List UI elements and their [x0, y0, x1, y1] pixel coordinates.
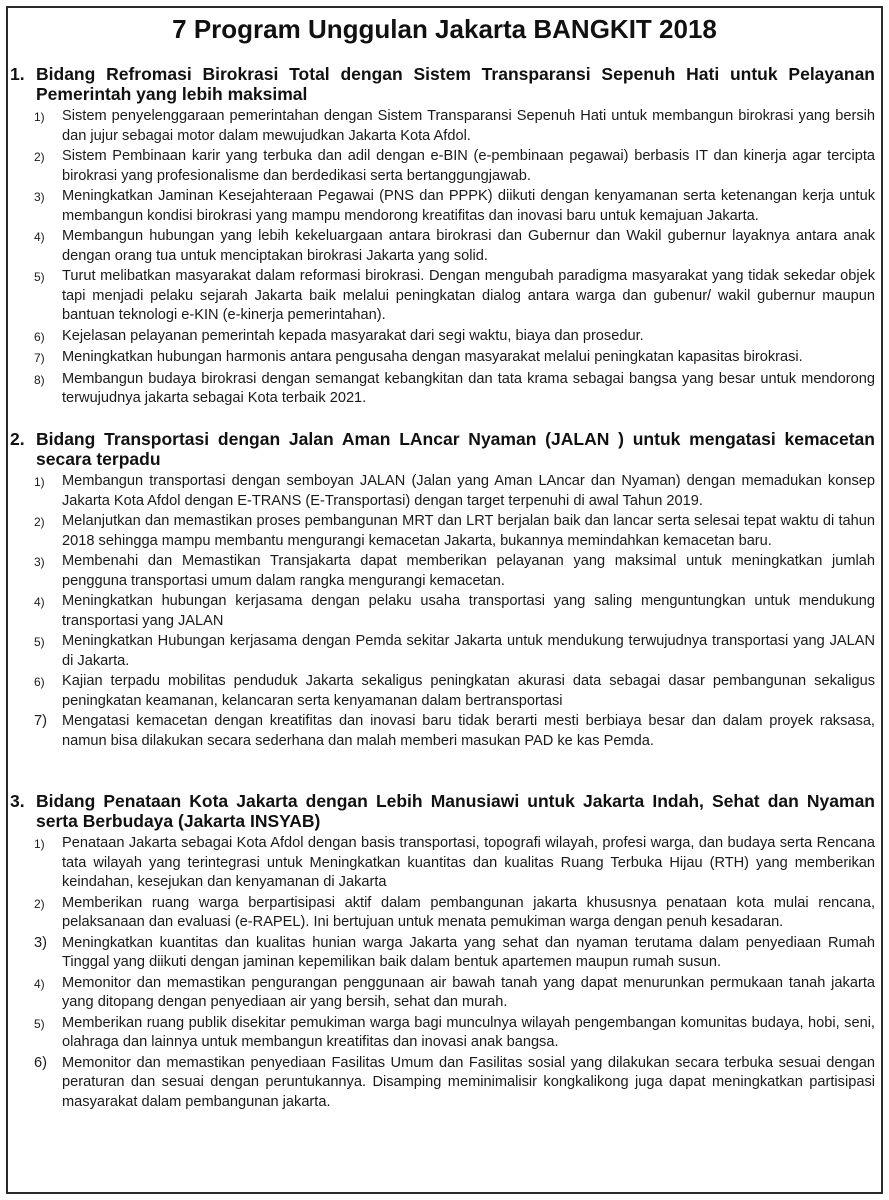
list-item — [10, 327, 875, 348]
list-item — [10, 107, 875, 146]
item-text: Meningkatkan hubungan harmonis antara pengusaha dengan masyarakat melalui peningkatan kapasitas birokrasi. — [62, 349, 803, 365]
item-number: 1) — [34, 475, 45, 489]
document-title: 7 Program Unggulan Jakarta BANGKIT 2018 — [172, 14, 717, 44]
item-text: Membenahi dan Memastikan Transjakarta dapat memberikan pelayanan yang maksimal untuk meningkatkan jumlah pengguna transportasi umum dalam rangka mengurangi kemacetan. — [62, 553, 875, 589]
item-number: 1) — [34, 837, 45, 851]
section-number: 2. — [10, 429, 25, 449]
item-text: Turut melibatkan masyarakat dalam reformasi birokrasi. Dengan mengubah paradigma masyarakat yang tidak sekedar objek tapi menjadi pelaku sejarah Jakarta baik melalui peningkatan dialog antara warga dan gubenur/ wakil gubernur maupun bantuan teknologi e-KIN (e-kinerja pemerintahan). — [62, 268, 875, 323]
section-heading — [10, 429, 875, 469]
list-item — [10, 592, 875, 631]
item-text: Membangun budaya birokrasi dengan semangat kebangkitan dan tata krama sebagai bangsa yang besar untuk mendorong terwujudnya jakarta sebagai Kota terbaik 2021. — [62, 370, 875, 406]
item-number: 1) — [34, 110, 45, 124]
list-item — [10, 712, 875, 751]
item-number: 6) — [34, 1054, 47, 1071]
item-number: 5) — [34, 270, 45, 284]
list-item — [10, 227, 875, 266]
section-3 — [10, 791, 875, 1113]
item-text: Memberikan ruang warga berpartisipasi aktif dalam pembangunan jakarta khususnya penataan kota mulai rencana, pelaksanaan dan evaluasi (e-RAPEL). Ini bertujuan untuk menata pemukiman warga dengan penuh kesadaran. — [62, 894, 875, 930]
item-number: 7) — [34, 713, 47, 729]
list-item — [10, 934, 875, 973]
item-number: 4) — [34, 595, 45, 609]
item-text: Penataan Jakarta sebagai Kota Afdol dengan basis transportasi, topografi wilayah, profesi warga, dan budaya serta Rencana tata wilayah yang terintegrasi untuk Meningkatkan kuantitas dan kualitas Ruang Terbuka Hijau (RTH) yang memberikan keindahan, kesejukan dan kenyamanan di Jakarta — [62, 835, 875, 890]
list-item — [10, 187, 875, 226]
item-list — [10, 107, 875, 409]
list-item — [10, 894, 875, 933]
item-number: 7) — [34, 351, 45, 365]
item-text: Membangun transportasi dengan semboyan JALAN (Jalan yang Aman LAncar dan Nyaman) dengan memadukan konsep Jakarta Kota Afdol dengan E-TRANS (E-Transportasi) dengan target terpenuhi di awal Tahun 2019. — [62, 473, 875, 509]
item-list — [10, 834, 875, 1112]
item-number: 2) — [34, 896, 45, 911]
item-number: 6) — [34, 329, 45, 344]
item-text: Memberikan ruang publik disekitar pemukiman warga bagi munculnya wilayah pengembangan komunitas budaya, hobi, seni, olahraga dan lainnya untuk membangun kreatifitas dan inovasi anak bangsa. — [62, 1014, 875, 1050]
item-text: Melanjutkan dan memastikan proses pembangunan MRT dan LRT berjalan baik dan lancar serta selesai tepat waktu di tahun 2018 sehingga mampu membantu mengurangi kemacetan Jakarta, bukannya memindahkan kemacetan baru. — [62, 513, 875, 549]
list-item — [10, 1054, 875, 1113]
item-number: 4) — [34, 230, 45, 244]
list-item — [10, 512, 875, 551]
item-number: 2) — [34, 515, 45, 529]
list-item — [10, 472, 875, 511]
item-number: 3) — [34, 190, 45, 204]
item-text: Meningkatkan Jaminan Kesejahteraan Pegawai (PNS dan PPPK) diikuti dengan kenyamanan serta ketenangan kerja untuk membangun kondisi birokrasi yang mampu mendorong kreatifitas dan inovasi baru untuk kemajuan Jakarta. — [62, 188, 875, 224]
section-heading — [10, 791, 875, 831]
list-item — [10, 672, 875, 711]
item-text: Sistem penyelenggaraan pemerintahan dengan Sistem Transparansi Sepenuh Hati untuk membangun birokrasi yang bersih dan jujur sebagai motor dalam mewujudkan Jakarta Kota Afdol. — [62, 108, 875, 144]
list-item — [10, 552, 875, 591]
item-text: Mengatasi kemacetan dengan kreatifitas dan inovasi baru tidak berarti mesti berbiaya besar dan dalam proyek raksasa, namun bisa dilakukan secara sederhana dan malah memberi masukan PAD ke kas Pemda. — [62, 713, 875, 749]
item-number: 3) — [34, 934, 47, 951]
item-number: 8) — [34, 372, 45, 387]
item-text: Sistem Pembinaan karir yang terbuka dan adil dengan e-BIN (e-pembinaan pegawai) berbasis IT dan kinerja agar tercipta birokrasi yang profesionalisme dan berdedikasi serta bertanggungjawab. — [62, 148, 875, 184]
item-text: Kajian terpadu mobilitas penduduk Jakarta sekaligus peningkatan akurasi data sebagai dasar pembangunan sekaligus peningkatan keamanan, kelancaran serta kenyamanan dalam bertransportasi — [62, 673, 875, 709]
section-heading — [10, 64, 875, 104]
list-item — [10, 267, 875, 326]
section-number: 3. — [10, 791, 25, 811]
list-item — [10, 370, 875, 409]
item-number: 5) — [34, 1016, 45, 1031]
section-title: Bidang Transportasi dengan Jalan Aman LAncar Nyaman (JALAN ) untuk mengatasi kemacetan secara terpadu — [36, 429, 875, 469]
list-item — [10, 632, 875, 671]
item-number: 4) — [34, 976, 45, 991]
item-text: Meningkatkan Hubungan kerjasama dengan Pemda sekitar Jakarta untuk mendukung terwujudnya transportasi yang JALAN di Jakarta. — [62, 633, 875, 669]
item-text: Membangun hubungan yang lebih kekeluargaan antara birokrasi dan Gubernur dan Wakil gubernur layaknya antara anak dengan orang tua untuk menciptakan birokrasi Jakarta yang solid. — [62, 228, 875, 264]
section-1 — [10, 64, 875, 410]
item-text: Kejelasan pelayanan pemerintah kepada masyarakat dari segi waktu, biaya dan prosedur. — [62, 327, 644, 344]
section-2 — [10, 429, 875, 752]
item-number: 5) — [34, 635, 45, 649]
item-text: Memonitor dan memastikan pengurangan penggunaan air bawah tanah yang dapat menurunkan permukaan tanah jakarta yang ditopang dengan penyediaan air yang bersih, sehat dan murah. — [62, 974, 875, 1010]
list-item — [10, 974, 875, 1013]
list-item — [10, 834, 875, 893]
item-number: 2) — [34, 150, 45, 164]
section-number: 1. — [10, 64, 25, 84]
item-number: 3) — [34, 555, 45, 569]
section-title: Bidang Refromasi Birokrasi Total dengan Sistem Transparansi Sepenuh Hati untuk Pelayanan Pemerintah yang lebih maksimal — [36, 64, 875, 104]
list-item — [10, 147, 875, 186]
item-text: Meningkatkan kuantitas dan kualitas hunian warga Jakarta yang sehat dan nyaman terutama dalam penyediaan Rumah Tinggal yang diikuti dengan jaminan kepemilikan baik dalam bentuk apartemen maupun rumah susun. — [62, 934, 875, 970]
item-list — [10, 472, 875, 751]
section-title: Bidang Penataan Kota Jakarta dengan Lebih Manusiawi untuk Jakarta Indah, Sehat dan Nyaman serta Berbudaya (Jakarta INSYAB) — [36, 791, 875, 831]
item-text: Memonitor dan memastikan penyediaan Fasilitas Umum dan Fasilitas sosial yang dilakukan secara terbuka sesuai dengan peraturan dan sesuai dengan peruntukannya. Disamping meminimalisir kongkalikong juga dapat meningkatkan partisipasi masyarakat dalam pembangunan jakarta. — [62, 1054, 875, 1110]
item-text: Meningkatkan hubungan kerjasama dengan pelaku usaha transportasi yang saling menguntungkan untuk mendukung transportasi yang JALAN — [62, 593, 875, 629]
list-item — [10, 348, 875, 369]
item-number: 6) — [34, 675, 45, 689]
list-item — [10, 1014, 875, 1053]
